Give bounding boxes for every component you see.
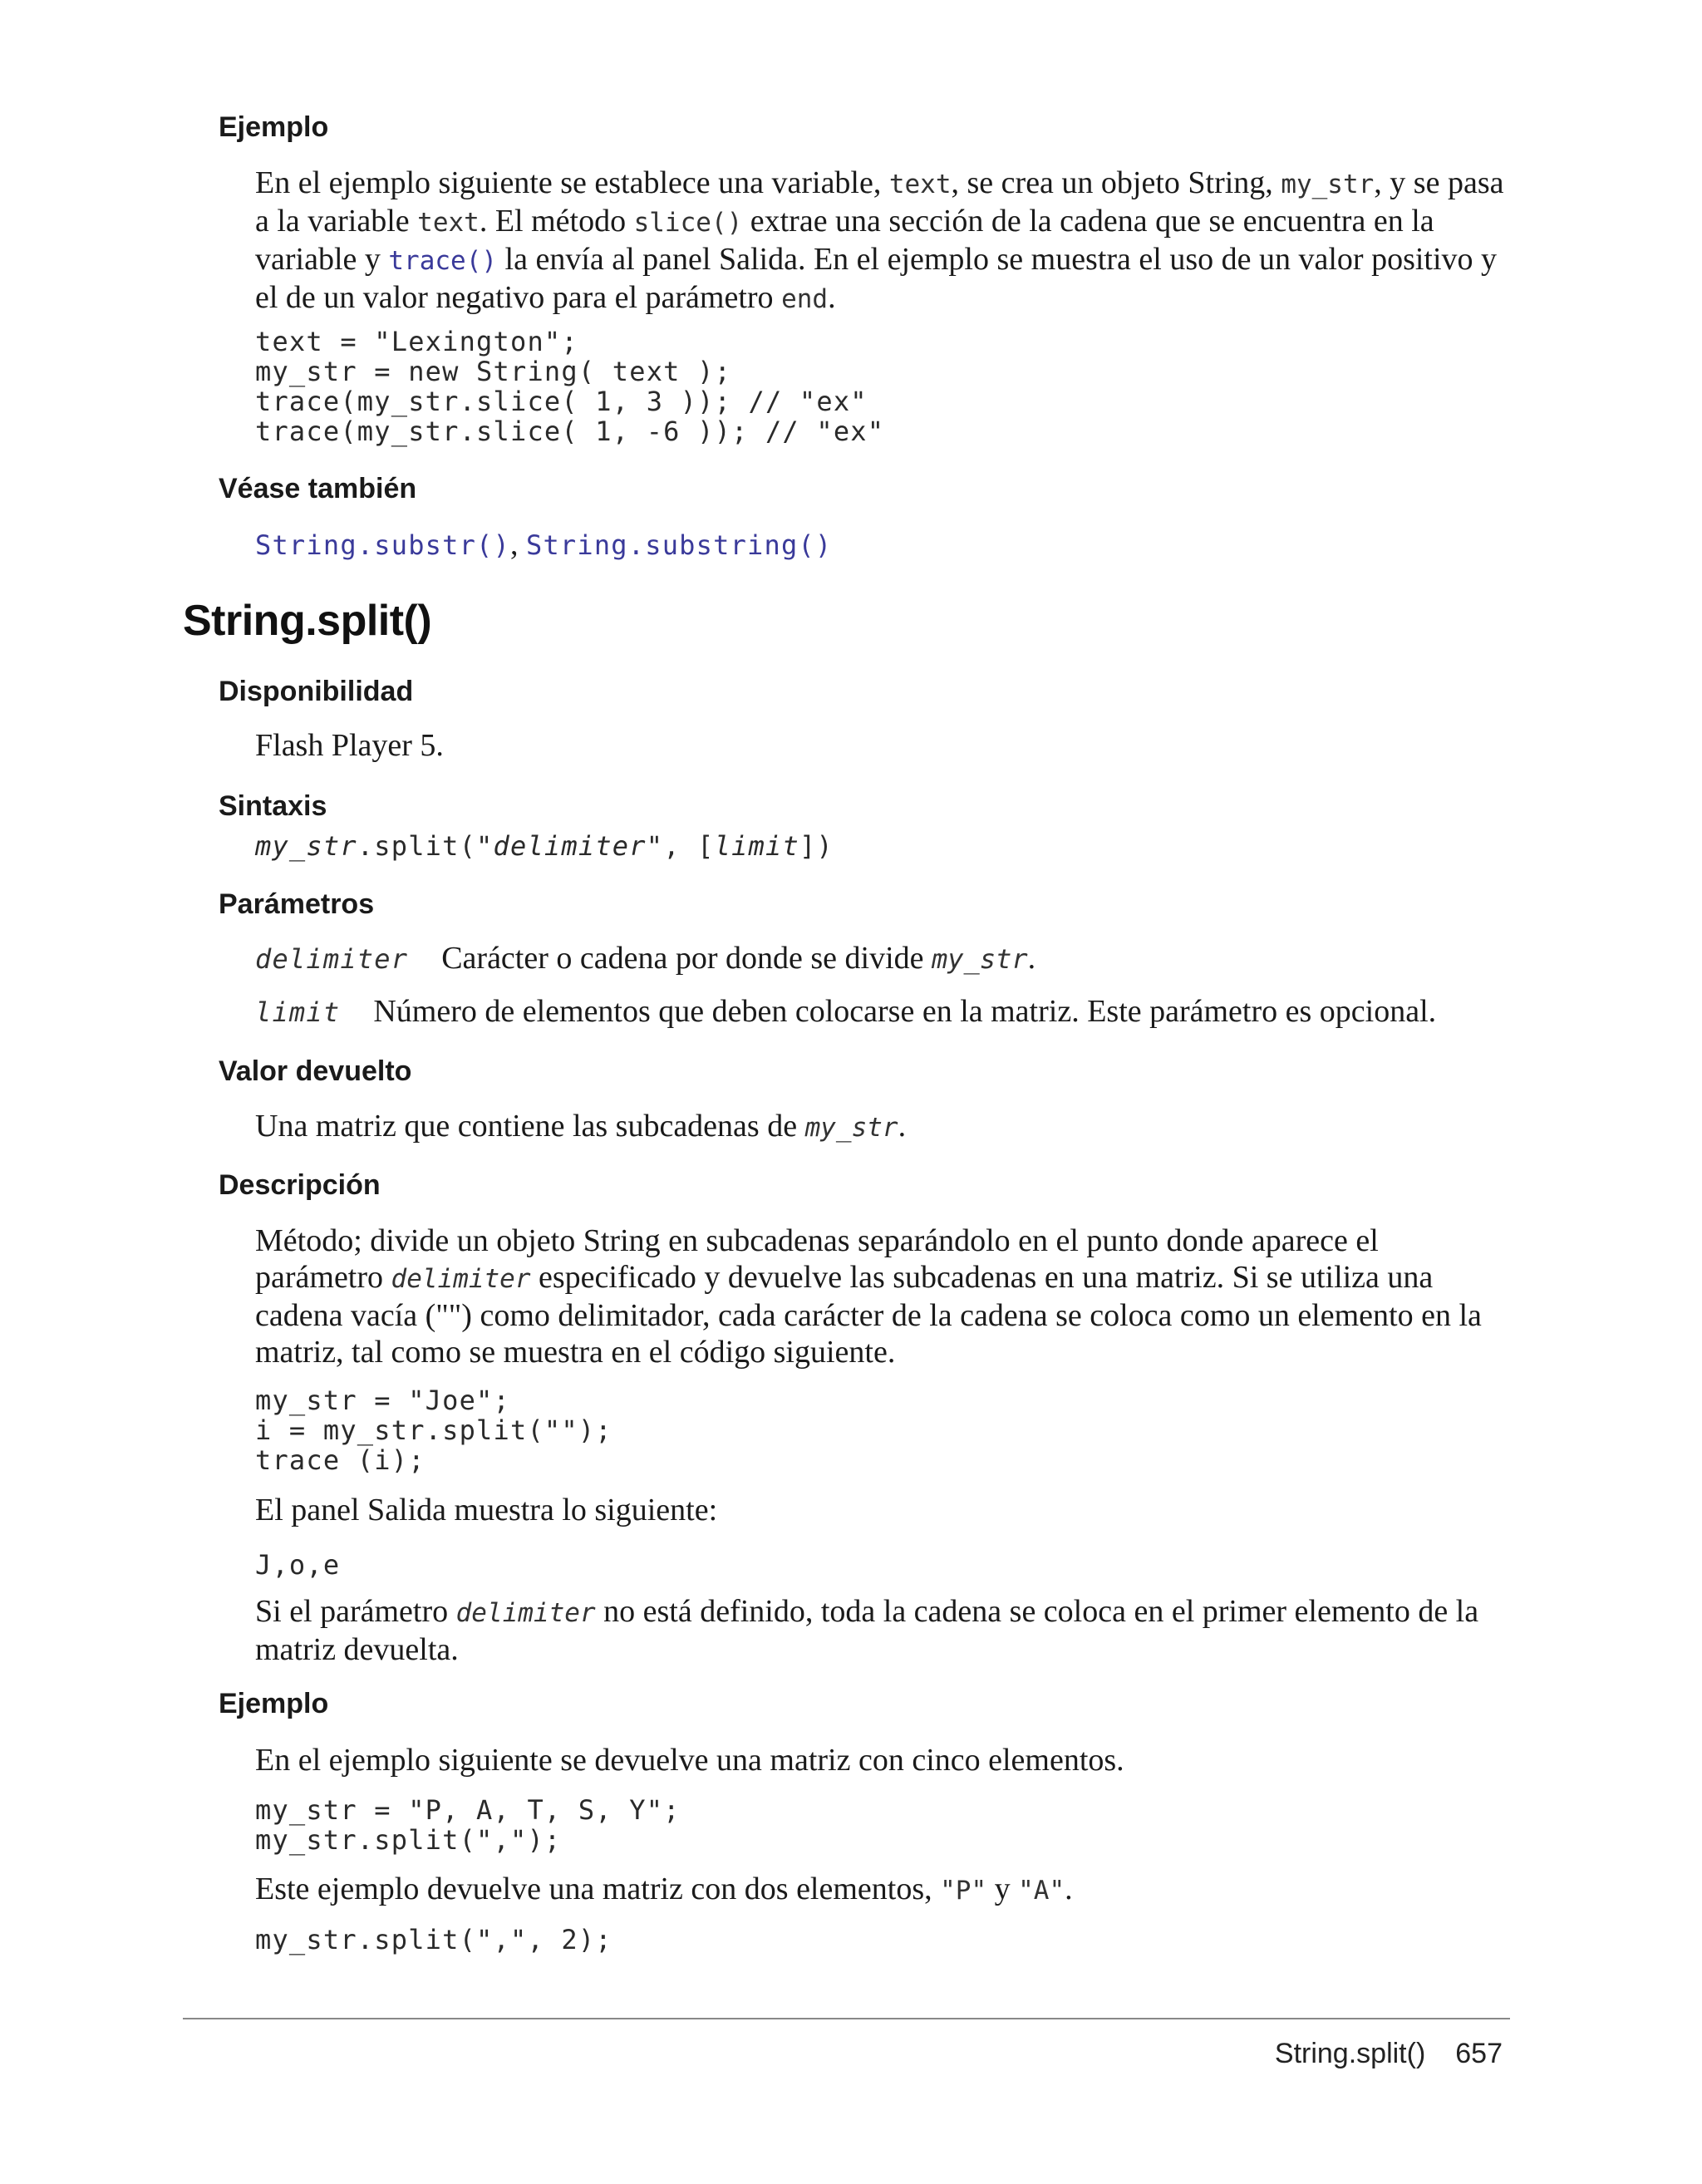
output-code: J,o,e (255, 1549, 341, 1581)
example-heading: Ejemplo (219, 111, 329, 143)
example-heading: Ejemplo (219, 1688, 329, 1719)
inline-code: text (888, 170, 952, 199)
inline-code: "A" (1018, 1876, 1065, 1906)
inline-code: my_str (804, 1113, 898, 1143)
code-block: my_str.split(",", 2); (255, 1924, 612, 1955)
inline-code: delimiter (391, 1264, 531, 1294)
page-number: 657 (1455, 2038, 1503, 2069)
code-block: text = "Lexington"; my_str = new String( text ); trace(my_str.slice( 1, 3 )); // "ex" trace(my_str.slice( 1, -6 )); // "ex" (255, 326, 885, 447)
inline-code: text (417, 208, 480, 238)
returns-heading: Valor devuelto (219, 1055, 412, 1087)
example-text: En el ejemplo siguiente se devuelve una matriz con cinco elementos. (255, 1743, 1124, 1778)
inline-code: delimiter (455, 1598, 596, 1628)
param-name: limit (255, 996, 341, 1028)
see-also-heading: Véase también (219, 473, 417, 504)
returns-text: Una matriz que contiene las subcadenas de my_str. (255, 1109, 907, 1144)
syntax-code: my_str.split("delimiter", [limit]) (255, 830, 834, 862)
section-title: String.split() (183, 597, 432, 645)
example-paragraph: En el ejemplo siguiente se establece una variable, text, se crea un objeto String, my_str, y se pasa a la variable text. El método slice() extrae una sección de la cadena que se encuentra en la variable y trace() la envía al panel Salida. En el ejemplo se muestra el uso de un valor positivo y el de un valor negativo para el parámetro end. (255, 165, 1504, 315)
availability-text: Flash Player 5. (255, 728, 444, 763)
code-block: my_str = "P, A, T, S, Y"; my_str.split(","); (255, 1794, 681, 1856)
trace-link[interactable]: trace() (388, 246, 498, 276)
inline-code: my_str (1281, 170, 1375, 199)
description-paragraph: Método; divide un objeto String en subcadenas separándolo en el punto donde aparece el parámetro delimiter especificado y devuelve las subcadenas en una matriz. Si se utiliza una cadena vacía ("") como delimitador, cada carácter de la cadena se coloca como un elemento en la matriz, tal como se muestra en el código siguiente. (255, 1223, 1482, 1370)
param-limit: limit Número de elementos que deben colocarse en la matriz. Este parámetro es opcional. (255, 994, 1437, 1029)
inline-code: my_str (932, 943, 1028, 975)
inline-code: end (781, 284, 829, 314)
output-intro: El panel Salida muestra lo siguiente: (255, 1493, 718, 1527)
running-title: String.split() (1274, 2038, 1426, 2069)
string-substring-link[interactable]: String.substring() (525, 529, 833, 561)
inline-code: "P" (940, 1876, 987, 1906)
availability-heading: Disponibilidad (219, 676, 414, 707)
inline-code: slice() (633, 208, 743, 238)
syntax-heading: Sintaxis (219, 790, 327, 822)
footer-rule (183, 2018, 1510, 2019)
string-substr-link[interactable]: String.substr() (255, 529, 510, 561)
param-name: delimiter (255, 943, 409, 975)
description-heading: Descripción (219, 1169, 381, 1201)
example-text-2: Este ejemplo devuelve una matriz con dos elementos, "P" y "A". (255, 1872, 1073, 1906)
page-footer (1275, 2038, 1503, 2070)
code-block: my_str = "Joe"; i = my_str.split(""); trace (i); (255, 1385, 612, 1476)
see-also-links: String.substr(), String.substring() (255, 527, 833, 562)
param-delimiter: delimiter Carácter o cadena por donde se divide my_str. (255, 941, 1036, 976)
undefined-delimiter-paragraph: Si el parámetro delimiter no está definido, toda la cadena se coloca en el primer elemento de la matriz devuelta. (255, 1594, 1479, 1667)
parameters-heading: Parámetros (219, 888, 375, 920)
